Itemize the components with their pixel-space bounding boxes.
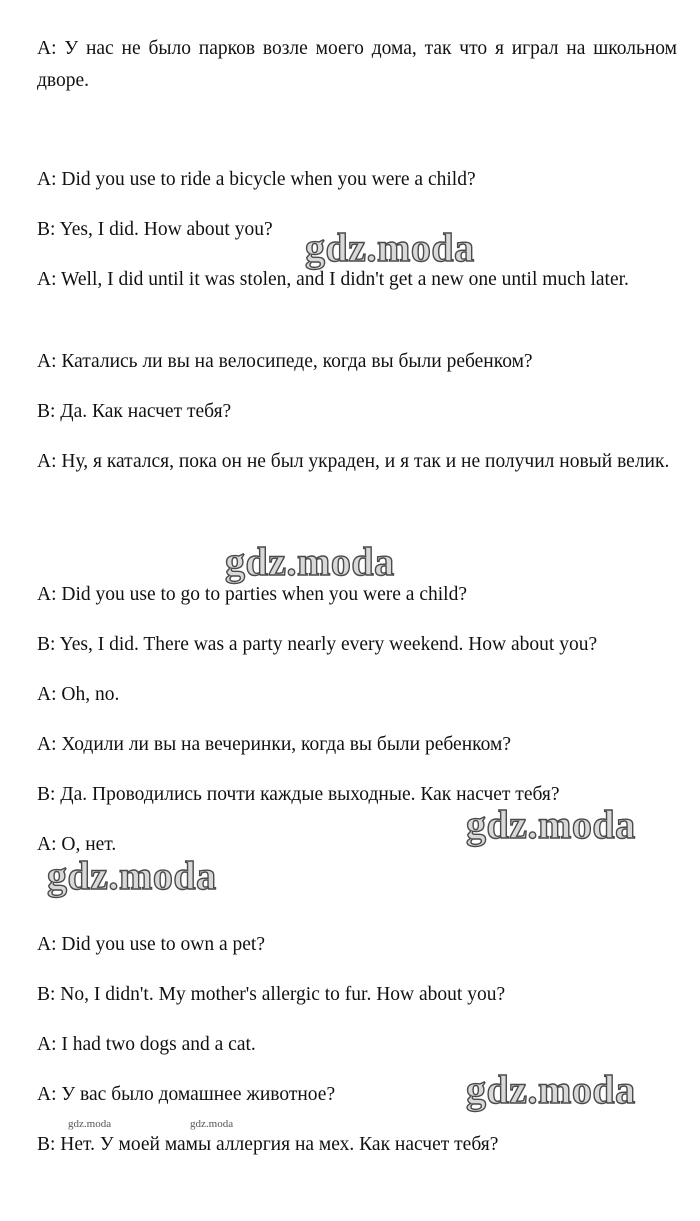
dialogue-line: A: О, нет. [37,834,117,855]
dialogue-line: A: I had two dogs and a cat. [37,1034,256,1055]
dialogue-line: A: Did you use to ride a bicycle when you were a child? [37,169,476,190]
dialogue-line: A: У вас было домашнее животное? [37,1084,336,1105]
dialogue-line: A: Ну, я катался, пока он не был украден, и я так и не получил новый велик. [37,451,670,472]
dialogue-line: A: Oh, no. [37,684,120,705]
dialogue-line: B: No, I didn't. My mother's allergic to fur. How about you? [37,984,506,1005]
watermark: gdz.moda [466,802,636,847]
watermark-small: gdz.moda [190,1118,234,1130]
watermark: gdz.moda [225,539,395,584]
watermark: gdz.moda [305,225,475,270]
dialogue-line: B: Нет. У моей мамы аллергия на мех. Как насчет тебя? [37,1134,499,1155]
dialogue-line: B: Да. Как насчет тебя? [37,401,232,422]
dialogue-line: A: Катались ли вы на велосипеде, когда вы были ребенком? [37,351,533,372]
dialogue-line: A: Did you use to go to parties when you were a child? [37,584,467,605]
watermark: gdz.moda [47,853,217,898]
dialogue-line: A: У нас не было парков возле моего дома, так что я играл на школьном дворе. [37,38,677,91]
dialogue-line: A: Well, I did until it was stolen, and I didn't get a new one until much later. [37,269,629,290]
watermark-small: gdz.moda [68,1118,112,1130]
dialogue-line: A: Ходили ли вы на вечеринки, когда вы были ребенком? [37,734,511,755]
dialogue-line: A: Did you use to own a pet? [37,934,266,955]
watermark: gdz.moda [466,1067,636,1112]
dialogue-line: B: Да. Проводились почти каждые выходные. Как насчет тебя? [37,784,560,805]
dialogue-line: B: Yes, I did. There was a party nearly every weekend. How about you? [37,634,598,655]
dialogue-line: B: Yes, I did. How about you? [37,219,273,240]
